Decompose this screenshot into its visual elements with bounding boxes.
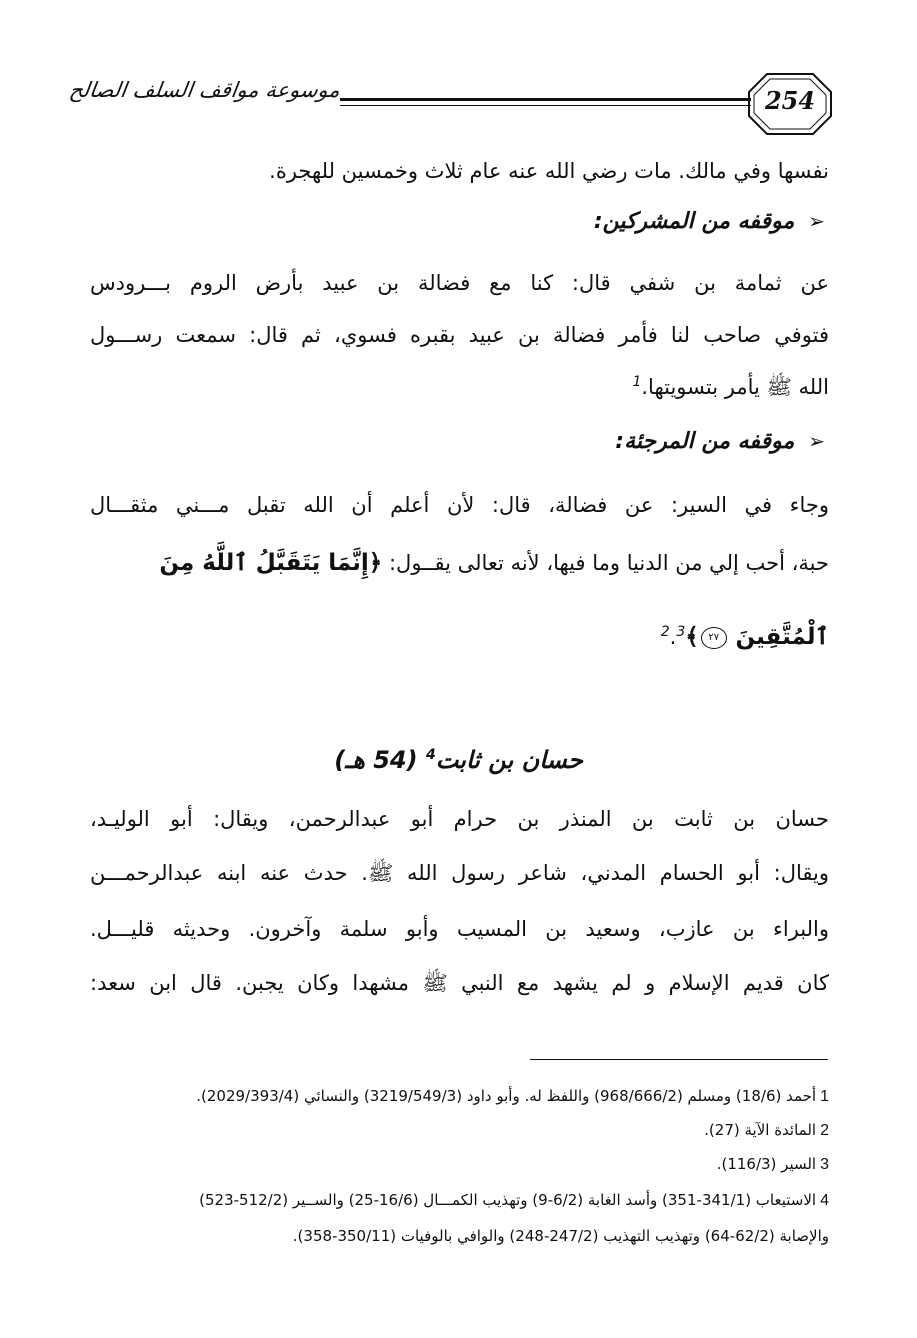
- quran-verse: ٱلْمُتَّقِينَ: [735, 624, 829, 650]
- footnote-ref[interactable]: 2: [660, 624, 670, 640]
- text-line: [632, 372, 829, 402]
- footnote-text: السير (116/3).: [716, 1155, 817, 1173]
- footnote-item: [717, 1152, 829, 1177]
- footnote-number: 3: [820, 1156, 829, 1173]
- section-heading-murjia: [615, 425, 825, 458]
- page-header: [67, 72, 833, 136]
- section-heading-text: موقفه من المرجئة:: [615, 429, 795, 454]
- footnote-item: [704, 1118, 829, 1143]
- footnote-number: 1: [820, 1088, 829, 1105]
- footnote-ref[interactable]: 3: [676, 624, 686, 640]
- text-line: وجاء في السير: عن فضالة، قال: لأن أعلم أن الله تقبل مـــني مثقـــال: [90, 493, 829, 517]
- footnote-item: [94, 1188, 829, 1213]
- arrow-bullet-icon: ➢: [808, 209, 825, 233]
- text-line: [90, 548, 829, 578]
- quran-close-bracket: ﴾: [685, 624, 699, 650]
- footnote-ref[interactable]: 1: [632, 374, 642, 390]
- text-line-content: الله ﷺ يأمر بتسويتها.: [641, 375, 829, 399]
- person-name: حسان بن ثابت: [435, 746, 583, 774]
- footnote-separator: [530, 1059, 828, 1060]
- arrow-bullet-icon: ➢: [808, 429, 825, 453]
- page-number-badge: [747, 72, 833, 136]
- header-rule-thin: [340, 105, 751, 106]
- footnote-item: [196, 1084, 829, 1109]
- intro-line: نفسها وفي مالك. مات رضي الله عنه عام ثلاث وخمسين للهجرة.: [269, 159, 829, 183]
- section-heading-text: موقفه من المشركين:: [593, 209, 795, 234]
- text-line: كان قديم الإسلام و لم يشهد مع النبي ﷺ مشهدا وكان يجبن. قال ابن سعد:: [90, 971, 829, 995]
- footnote-text: المائدة الآية (27).: [704, 1121, 817, 1139]
- footnote-text: الاستيعاب (341/1-351) وأسد الغابة (6/2-9) وتهذيب الكمـــال (16/6-25) والســير (512/2-523): [199, 1191, 817, 1209]
- text-line-content: حبة، أحب إلي من الدنيا وما فيها، لأنه تعالى يقــول:: [388, 551, 829, 575]
- person-title: [0, 742, 917, 778]
- footnote-text: والإصابة (62/2-64) وتهذيب التهذيب (247/2-248) والوافي بالوفيات (350/11-358).: [292, 1227, 829, 1245]
- footnote-ref[interactable]: 4: [425, 747, 436, 763]
- text-line: عن ثمامة بن شفي قال: كنا مع فضالة بن عبيد بأرض الروم بـــرودس: [90, 271, 829, 295]
- page-number: 254: [764, 86, 816, 115]
- footnote-number: 2: [820, 1122, 829, 1139]
- text-line: ويقال: أبو الحسام المدني، شاعر رسول الله ﷺ. حدث عنه ابنه عبدالرحمـــن: [90, 861, 829, 885]
- text-line: حسان بن ثابت بن المنذر بن حرام أبو عبدالرحمن، ويقال: أبو الوليـد،: [90, 807, 829, 831]
- text-line: والبراء بن عازب، وسعيد بن المسيب وأبو سلمة وآخرون. وحديثه قليـــل.: [90, 917, 829, 941]
- text-line: فتوفي صاحب لنا فأمر فضالة بن عبيد بقبره فسوي، ثم قال: سمعت رســـول: [90, 323, 829, 347]
- footnote-text: أحمد (18/6) ومسلم (968/666/2) واللفظ له. وأبو داود (3219/549/3) والنسائي (2029/393/4).: [196, 1087, 817, 1105]
- person-date: (54 هـ): [334, 746, 418, 774]
- footnote-number: 4: [820, 1192, 829, 1209]
- footnote-item: [293, 1224, 829, 1248]
- quran-verse: ﴿إِنَّمَا يَتَقَبَّلُ ٱللَّهُ مِنَ: [159, 550, 383, 576]
- header-rule: [340, 98, 751, 101]
- text-line: ٱلْمُتَّقِينَ ٢٧﴾$^2$.$^3$: [660, 624, 829, 650]
- ayah-number-icon: ٢٧: [701, 627, 727, 649]
- section-heading-polytheists: [594, 205, 825, 238]
- book-title: موسوعة مواقف السلف الصالح: [67, 78, 342, 102]
